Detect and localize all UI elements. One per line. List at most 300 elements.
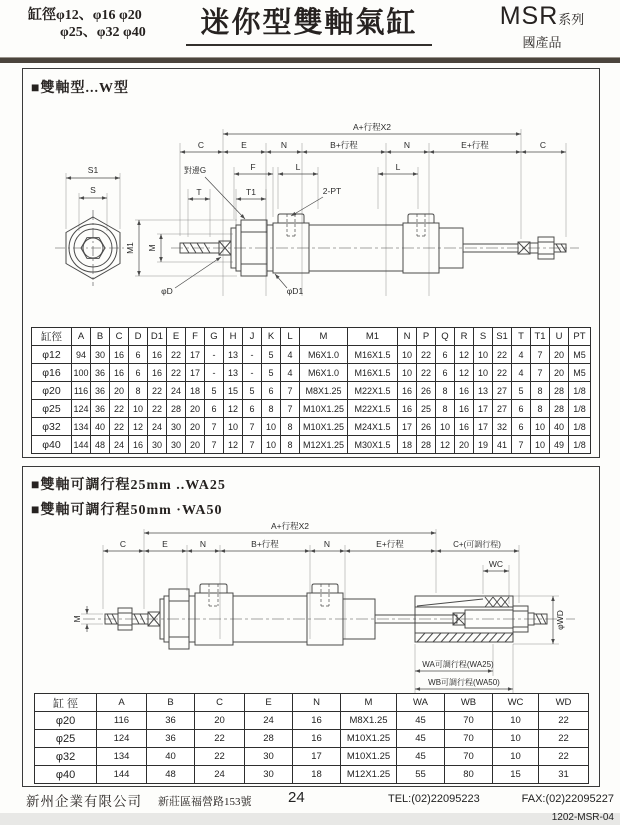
series-block (488, 2, 596, 51)
table-cell: 4 (281, 364, 300, 382)
column-header: T (512, 328, 531, 346)
company-name: 新州企業有限公司 (26, 794, 142, 809)
table-cell: 70 (445, 748, 493, 766)
table-cell: 45 (397, 712, 445, 730)
table-cell: 70 (445, 712, 493, 730)
table-cell: 16 (455, 400, 474, 418)
table-cell: 22 (539, 748, 589, 766)
company-address: 新莊區福營路153號 (158, 796, 252, 808)
table-cell: 22 (195, 748, 245, 766)
column-header: M (341, 694, 397, 712)
table-cell: 6 (205, 400, 224, 418)
column-header: A (97, 694, 147, 712)
table-cell: M6X1.0 (300, 364, 348, 382)
column-header: F (186, 328, 205, 346)
table-cell: 8 (262, 400, 281, 418)
table-cell: 40 (147, 748, 195, 766)
column-header: P (417, 328, 436, 346)
table-cell: 8 (531, 382, 550, 400)
page-footer (0, 788, 620, 823)
table-cell: M30X1.5 (348, 436, 398, 454)
table-cell: 6 (512, 400, 531, 418)
table-cell: 10 (224, 418, 243, 436)
dim-label-d1: φD1 (286, 286, 304, 296)
table-cell: 12 (455, 346, 474, 364)
table-cell: 5 (262, 346, 281, 364)
table-cell: - (205, 364, 224, 382)
table-cell: 45 (397, 748, 445, 766)
table-cell: 24 (110, 436, 129, 454)
table-cell: 8 (281, 418, 300, 436)
dim-label-n1: N (280, 140, 288, 150)
hex-end-view (55, 210, 131, 286)
table-cell: 55 (397, 766, 445, 784)
table-cell: 22 (493, 346, 512, 364)
table-cell: 36 (91, 382, 110, 400)
table-cell: 4 (512, 346, 531, 364)
dim-label-total-stroke: A+行程X2 (270, 521, 310, 531)
table-cell: 10 (531, 436, 550, 454)
table-cell: 49 (550, 436, 569, 454)
column-header: C (195, 694, 245, 712)
table-cell: 10 (474, 346, 493, 364)
row-label: φ20 (32, 382, 72, 400)
dim-label-e: E (162, 539, 168, 549)
origin-label: 國產品 (522, 35, 562, 50)
adjustable-stroke-section (22, 466, 600, 787)
dim-label-e: E (241, 140, 247, 150)
table-cell: 134 (97, 748, 147, 766)
table-cell: 16 (293, 712, 341, 730)
table-cell: 144 (97, 766, 147, 784)
column-header: 缸 徑 (35, 694, 97, 712)
table-cell: 10 (262, 436, 281, 454)
dim-label-e-stroke: E+行程 (461, 140, 489, 150)
table-cell: 20 (110, 382, 129, 400)
page-number: 24 (288, 789, 305, 806)
table-cell: 6 (243, 400, 262, 418)
table-cell: 17 (293, 748, 341, 766)
table-cell: 20 (455, 436, 474, 454)
table-cell: 1/8 (569, 400, 591, 418)
series-suffix: 系列 (558, 12, 585, 27)
table-cell: 17 (474, 400, 493, 418)
dim-label-f: F (250, 162, 256, 172)
table-cell: 16 (455, 382, 474, 400)
table-cell: 40 (550, 418, 569, 436)
page-header (0, 0, 620, 56)
dim-label-wd: φWD (555, 610, 565, 630)
row-label: φ20 (35, 712, 97, 730)
table-cell: 24 (167, 382, 186, 400)
table-cell: 30 (91, 346, 110, 364)
table-cell: 16 (293, 730, 341, 748)
table-row (32, 346, 591, 364)
table-cell: M24X1.5 (348, 418, 398, 436)
table-cell: 28 (550, 400, 569, 418)
table-cell: 28 (550, 382, 569, 400)
column-header: T1 (531, 328, 550, 346)
table-cell: 28 (167, 400, 186, 418)
across-flats-label: 對邊G (183, 166, 207, 175)
dim-label-wc: WC (488, 559, 504, 569)
table-cell: 134 (72, 418, 91, 436)
table-cell: 8 (436, 382, 455, 400)
tel-label: TEL:(02)22095223 (388, 793, 480, 805)
table-cell: 12 (129, 418, 148, 436)
dim-label-c-left: C (197, 140, 205, 150)
table-cell: 8 (281, 436, 300, 454)
table-cell: 17 (186, 346, 205, 364)
table-cell: M10X1.25 (300, 418, 348, 436)
table-cell: M22X1.5 (348, 382, 398, 400)
table-cell: 5 (205, 382, 224, 400)
table-cell: 18 (398, 436, 417, 454)
table-cell: 6 (512, 418, 531, 436)
table-cell: 18 (186, 382, 205, 400)
column-header: M1 (348, 328, 398, 346)
table-cell: 30 (167, 418, 186, 436)
table-cell: 22 (148, 400, 167, 418)
table-cell: 20 (550, 364, 569, 382)
table-cell: 22 (493, 364, 512, 382)
table-cell: 10 (129, 400, 148, 418)
column-header: S1 (493, 328, 512, 346)
series-name: MSR (499, 2, 559, 30)
column-header: B (91, 328, 110, 346)
table-cell: 5 (262, 364, 281, 382)
table-cell: 5 (512, 382, 531, 400)
table-cell: 10 (493, 748, 539, 766)
table-cell: - (243, 364, 262, 382)
table-cell: M12X1.25 (341, 766, 397, 784)
table-cell: M10X1.25 (300, 400, 348, 418)
table-cell: 22 (110, 418, 129, 436)
table-cell: 18 (293, 766, 341, 784)
table-cell: 26 (417, 382, 436, 400)
table-cell: M8X1.25 (300, 382, 348, 400)
section-title-w-type: ■雙軸型...W型 (31, 81, 129, 96)
table-cell: M5 (569, 364, 591, 382)
table-cell: 1/8 (569, 436, 591, 454)
table-cell: 7 (243, 436, 262, 454)
page-title: 迷你型雙軸氣缸 (200, 7, 418, 39)
row-label: φ16 (32, 364, 72, 382)
table-row (32, 418, 591, 436)
table-cell: 6 (129, 364, 148, 382)
table-cell: 22 (148, 382, 167, 400)
row-label: φ40 (35, 766, 97, 784)
table-cell: 10 (493, 712, 539, 730)
table-cell: 41 (493, 436, 512, 454)
table-cell: 22 (539, 730, 589, 748)
table-cell: 15 (493, 766, 539, 784)
row-label: φ25 (35, 730, 97, 748)
table-cell: 10 (493, 730, 539, 748)
row-label: φ32 (32, 418, 72, 436)
table-cell: 22 (195, 730, 245, 748)
table-cell: 10 (398, 364, 417, 382)
table-cell: 30 (167, 436, 186, 454)
column-header: B (147, 694, 195, 712)
table-cell: 20 (186, 436, 205, 454)
column-header: D (129, 328, 148, 346)
table-cell: 17 (474, 418, 493, 436)
table-cell: 45 (397, 730, 445, 748)
dim-label-t: T (196, 187, 202, 197)
table-cell: 7 (243, 418, 262, 436)
table-row (32, 364, 591, 382)
table-cell: 27 (493, 400, 512, 418)
table-row (32, 382, 591, 400)
table-cell: 7 (531, 346, 550, 364)
column-header: E (245, 694, 293, 712)
column-header: D1 (148, 328, 167, 346)
drawing-labels (88, 122, 546, 296)
column-header: Q (436, 328, 455, 346)
table-cell: 124 (97, 730, 147, 748)
table-cell: 17 (186, 364, 205, 382)
dim-label-m: M (72, 615, 82, 623)
column-header: H (224, 328, 243, 346)
table-cell: 7 (531, 364, 550, 382)
table-cell: 24 (245, 712, 293, 730)
table-row (35, 730, 589, 748)
dim-label-t1: T1 (246, 187, 256, 197)
table-cell: 17 (398, 418, 417, 436)
table-cell: 94 (72, 346, 91, 364)
table-cell: 100 (72, 364, 91, 382)
table-cell: 25 (417, 400, 436, 418)
column-header: N (398, 328, 417, 346)
table-cell: 32 (493, 418, 512, 436)
column-header: E (167, 328, 186, 346)
table-cell: 22 (110, 400, 129, 418)
table-cell: 13 (474, 382, 493, 400)
dim-label-e-stroke: E+行程 (376, 539, 404, 549)
column-header: L (281, 328, 300, 346)
adjustable-cylinder-side-view (83, 584, 575, 649)
column-header: N (293, 694, 341, 712)
dim-label-l2: L (395, 162, 401, 172)
table-cell: 40 (91, 418, 110, 436)
table-row (35, 766, 589, 784)
dim-label-s1: S1 (87, 165, 99, 175)
table-cell: - (205, 346, 224, 364)
table-cell: 31 (539, 766, 589, 784)
table-cell: 116 (72, 382, 91, 400)
table-cell: 30 (245, 748, 293, 766)
table-cell: - (243, 346, 262, 364)
table-cell: 20 (186, 400, 205, 418)
table-row (35, 712, 589, 730)
table-cell: 36 (91, 400, 110, 418)
table-cell: 10 (531, 418, 550, 436)
table-cell: 22 (417, 364, 436, 382)
column-header: S (474, 328, 493, 346)
table-cell: 6 (129, 346, 148, 364)
dim-label-b-stroke: B+行程 (330, 140, 358, 150)
column-header: A (72, 328, 91, 346)
table-cell: 28 (417, 436, 436, 454)
dim-label-b-stroke: B+行程 (251, 539, 279, 549)
doc-code: 1202-MSR-04 (551, 812, 614, 823)
table-cell: 22 (167, 364, 186, 382)
table-cell: 20 (195, 712, 245, 730)
table-cell: 30 (148, 436, 167, 454)
table-cell: 16 (110, 364, 129, 382)
dim-label-n2: N (403, 140, 411, 150)
table-cell: 8 (436, 400, 455, 418)
dim-label-c-adjustable: C+(可調行程) (453, 540, 501, 549)
header-row (32, 328, 591, 346)
table-cell: 30 (245, 766, 293, 784)
cylinder-side-view (171, 214, 579, 276)
technical-drawing-w-type (23, 101, 599, 323)
table-cell: 4 (512, 364, 531, 382)
w-type-section (22, 68, 600, 458)
dim-label-s: S (90, 185, 96, 195)
table-cell: 16 (398, 382, 417, 400)
column-header: M (300, 328, 348, 346)
table-cell: 10 (474, 364, 493, 382)
table-cell: 116 (97, 712, 147, 730)
table-cell: 12 (224, 400, 243, 418)
table-cell: 6 (436, 364, 455, 382)
table-cell: 13 (224, 346, 243, 364)
table-cell: 5 (243, 382, 262, 400)
dim-label-wa: WA可調行程(WA25) (422, 660, 494, 669)
table-cell: 6 (436, 346, 455, 364)
table-cell: 1/8 (569, 382, 591, 400)
row-label: φ32 (35, 748, 97, 766)
table-cell: 7 (205, 418, 224, 436)
table-cell: 19 (474, 436, 493, 454)
table-cell: 16 (110, 346, 129, 364)
dim-label-m: M (147, 244, 157, 252)
table-cell: 28 (245, 730, 293, 748)
table-cell: 36 (147, 730, 195, 748)
table-cell: M12X1.25 (300, 436, 348, 454)
column-header: 缸徑 (32, 328, 72, 346)
dim-label-n2: N (323, 539, 331, 549)
table-cell: 10 (436, 418, 455, 436)
table-cell: 26 (417, 418, 436, 436)
column-header: WB (445, 694, 493, 712)
table-cell: 36 (91, 364, 110, 382)
dim-label-m1: M1 (125, 242, 135, 254)
table-cell: 7 (281, 382, 300, 400)
dim-label-l1: L (295, 162, 301, 172)
bore-spec (28, 7, 146, 41)
table-cell: 10 (262, 418, 281, 436)
column-header: U (550, 328, 569, 346)
table-cell: 10 (398, 346, 417, 364)
dim-label-c-right: C (539, 140, 547, 150)
fax-label: FAX:(02)22095227 (521, 793, 614, 805)
table-cell: 16 (129, 436, 148, 454)
table-cell: M10X1.25 (341, 748, 397, 766)
table-cell: 6 (262, 382, 281, 400)
table-cell: 8 (531, 400, 550, 418)
column-header: PT (569, 328, 591, 346)
title-block (178, 0, 440, 46)
dimension-lines (66, 134, 566, 288)
bore-line-2: φ25、φ32 φ40 (60, 25, 146, 40)
column-header: WA (397, 694, 445, 712)
table-cell: 16 (148, 346, 167, 364)
table-cell: M10X1.25 (341, 730, 397, 748)
table-row (35, 748, 589, 766)
table-cell: 22 (167, 346, 186, 364)
table-cell: M8X1.25 (341, 712, 397, 730)
dim-label-total-stroke: A+行程X2 (352, 122, 392, 132)
column-header: WD (539, 694, 589, 712)
port-label: 2-PT (322, 186, 342, 196)
table-cell: 12 (436, 436, 455, 454)
section-title-wa25: ■雙軸可調行程25mm ..WA25 (31, 478, 226, 493)
column-header: J (243, 328, 262, 346)
column-header: C (110, 328, 129, 346)
table-cell: 144 (72, 436, 91, 454)
table-cell: 16 (455, 418, 474, 436)
section-title-wa50: ■雙軸可調行程50mm ·WA50 (31, 503, 223, 518)
table-cell: 80 (445, 766, 493, 784)
table-cell: 70 (445, 730, 493, 748)
table-cell: 16 (148, 364, 167, 382)
dim-label-n1: N (199, 539, 207, 549)
table-cell: 7 (205, 436, 224, 454)
header-divider (0, 57, 620, 63)
table-cell: 24 (195, 766, 245, 784)
column-header: WC (493, 694, 539, 712)
title-underline (186, 44, 432, 46)
table-cell: 36 (147, 712, 195, 730)
table-cell: 27 (493, 382, 512, 400)
row-label: φ25 (32, 400, 72, 418)
table-cell: 4 (281, 346, 300, 364)
row-label: φ12 (32, 346, 72, 364)
table-cell: 7 (512, 436, 531, 454)
technical-drawing-adjustable (23, 521, 599, 693)
table-row (32, 436, 591, 454)
table-cell: 22 (539, 712, 589, 730)
column-header: R (455, 328, 474, 346)
dimension-table-w-type (31, 327, 591, 454)
table-cell: 15 (224, 382, 243, 400)
fax-block (522, 789, 614, 825)
table-cell: 12 (455, 364, 474, 382)
dim-label-c: C (119, 539, 127, 549)
table-row (32, 400, 591, 418)
dimension-table-adjustable (34, 693, 589, 784)
column-header: G (205, 328, 224, 346)
table-cell: 7 (281, 400, 300, 418)
table-cell: M5 (569, 346, 591, 364)
table-cell: 124 (72, 400, 91, 418)
table-cell: 48 (91, 436, 110, 454)
table-cell: 1/8 (569, 418, 591, 436)
bore-line-1: 缸徑φ12、φ16 φ20 (28, 8, 142, 23)
table-cell: 12 (224, 436, 243, 454)
table-cell: 13 (224, 364, 243, 382)
dim-label-d: φD (161, 286, 173, 296)
table-cell: 16 (398, 400, 417, 418)
table-cell: M22X1.5 (348, 400, 398, 418)
dim-label-wb: WB可調行程(WA50) (428, 678, 500, 687)
header-row (35, 694, 589, 712)
table-cell: 20 (550, 346, 569, 364)
